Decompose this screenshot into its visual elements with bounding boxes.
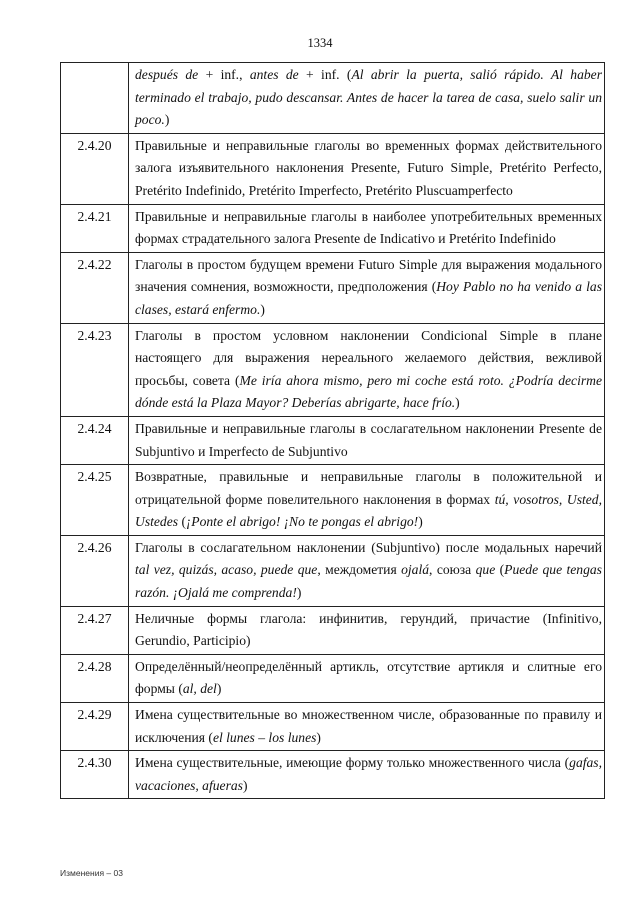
- description-text: ): [242, 777, 248, 793]
- example-text: Al abrir la puerta, salió rápido. Al haber terminado el trabajo, pudo descansar. Antes de hacer la tarea de casa, suelo salir un poco.: [135, 67, 602, 128]
- description-text: , междометия: [317, 562, 402, 578]
- example-text: tú, vosotros, Usted, Ustedes: [135, 491, 602, 530]
- description-text: Правильные и неправильные глаголы в сослагательном наклонении Presente de Subjuntivo и Imperfecto de Subjuntivo: [135, 420, 602, 459]
- example-text: tal vez, quizás, acaso, puede que: [135, 562, 318, 578]
- description-text: + inf.,: [198, 67, 250, 82]
- example-text: después de: [135, 67, 199, 82]
- section-number: 2.4.23: [61, 323, 129, 416]
- example-text: que: [475, 562, 496, 578]
- curriculum-table: [60, 62, 605, 799]
- topic-description: [129, 654, 605, 702]
- description-text: ): [455, 395, 460, 411]
- topic-description: [129, 606, 605, 654]
- description-text: Глаголы в простом будущем времени Futuro Simple для выражения модального значения сомнения, возможности, предположения (: [135, 256, 602, 295]
- section-number: 2.4.22: [61, 252, 129, 323]
- topic-description: [129, 465, 605, 536]
- section-number: 2.4.30: [61, 751, 129, 799]
- example-text: ojalá: [401, 562, 430, 578]
- description-text: (: [178, 514, 186, 530]
- topic-description: [129, 703, 605, 751]
- table-row: [61, 133, 605, 204]
- description-text: ): [164, 112, 170, 128]
- description-text: Правильные и неправильные глаголы в наиболее употребительных временных формах страдательного залога Presente de Indicativo и Pretérito Indefinido: [135, 208, 602, 247]
- topic-description: [129, 204, 605, 252]
- example-text: gafas, vacaciones, afueras: [135, 755, 602, 793]
- example-text: ¡Ponte el abrigo! ¡No te pongas el abrigo!: [185, 514, 419, 530]
- description-text: Возвратные, правильные и неправильные глаголы в положительной и отрицательной форме повелительного наклонения в формах: [135, 469, 602, 507]
- section-number: 2.4.28: [61, 654, 129, 702]
- example-text: Hoy Pablo no ha venido a las clases, estará enfermo.: [135, 279, 602, 317]
- topic-description: [129, 252, 605, 323]
- page-number: 1334: [307, 36, 333, 50]
- description-text: ): [418, 514, 423, 530]
- topic-description: [129, 416, 605, 464]
- topic-description: [129, 323, 605, 416]
- example-text: el lunes – los lunes: [212, 729, 317, 745]
- table-row: [61, 654, 605, 702]
- topic-description: [129, 751, 605, 799]
- description-text: Определённый/неопределённый артикль, отсутствие артикля и слитные его формы (: [135, 658, 602, 697]
- table-row: [61, 751, 605, 799]
- table-row: [61, 416, 605, 464]
- description-text: Неличные формы глагола: инфинитив, герундий, причастие (Infinitivo, Gerundio, Participio): [135, 610, 602, 649]
- example-text: Me iría ahora mismo, pero mi coche está roto. ¿Podría decirme dónde está la Plaza Mayor? Deberías abrigarte, hace frío.: [135, 372, 602, 411]
- description-text: Имена существительные во множественном числе, образованные по правилу и исключения (: [135, 707, 602, 745]
- description-text: (: [495, 562, 505, 578]
- description-text: ): [216, 681, 222, 697]
- section-number: 2.4.25: [61, 465, 129, 536]
- table-body: [61, 63, 605, 799]
- description-text: ): [316, 729, 321, 745]
- revision-footer: Изменения – 03: [60, 868, 123, 878]
- topic-description: [129, 535, 605, 606]
- topic-description: [129, 63, 605, 134]
- section-number: 2.4.29: [61, 703, 129, 751]
- section-number: 2.4.27: [61, 606, 129, 654]
- description-text: ): [296, 585, 302, 601]
- example-text: antes de: [249, 67, 299, 82]
- description-text: Глаголы в простом условном наклонении Condicional Simple в плане настоящего для выражения нереального желаемого действия, вежливой просьбы, совета (: [135, 327, 602, 388]
- section-number: 2.4.26: [61, 535, 129, 606]
- description-text: Глаголы в сослагательном наклонении (Subjuntivo) после модальных наречий: [135, 539, 602, 555]
- description-text: Имена существительные, имеющие форму только множественного числа (: [135, 755, 570, 771]
- description-text: , союза: [429, 562, 476, 578]
- table-row: [61, 465, 605, 536]
- table-row: [61, 252, 605, 323]
- description-text: + inf. (: [298, 67, 352, 82]
- table-row: [61, 204, 605, 252]
- description-text: Правильные и неправильные глаголы во временных формах действительного залога изъявительного наклонения Presente, Futuro Simple, Pretérito Perfecto, Pretérito Indefinido, Pretérito Imperfecto, Pretérito Pluscuamperfecto: [135, 137, 602, 198]
- example-text: al, del: [182, 681, 217, 697]
- description-text: ): [260, 301, 265, 317]
- section-number: 2.4.20: [61, 133, 129, 204]
- table-row: [61, 606, 605, 654]
- table-row: [61, 63, 605, 134]
- example-text: Puede que tengas razón. ¡Ojalá me comprenda!: [135, 562, 602, 601]
- table-row: [61, 323, 605, 416]
- topic-description: [129, 133, 605, 204]
- table-row: [61, 703, 605, 751]
- section-number: 2.4.24: [61, 416, 129, 464]
- section-number: 2.4.21: [61, 204, 129, 252]
- section-number: [61, 63, 129, 134]
- table-row: [61, 535, 605, 606]
